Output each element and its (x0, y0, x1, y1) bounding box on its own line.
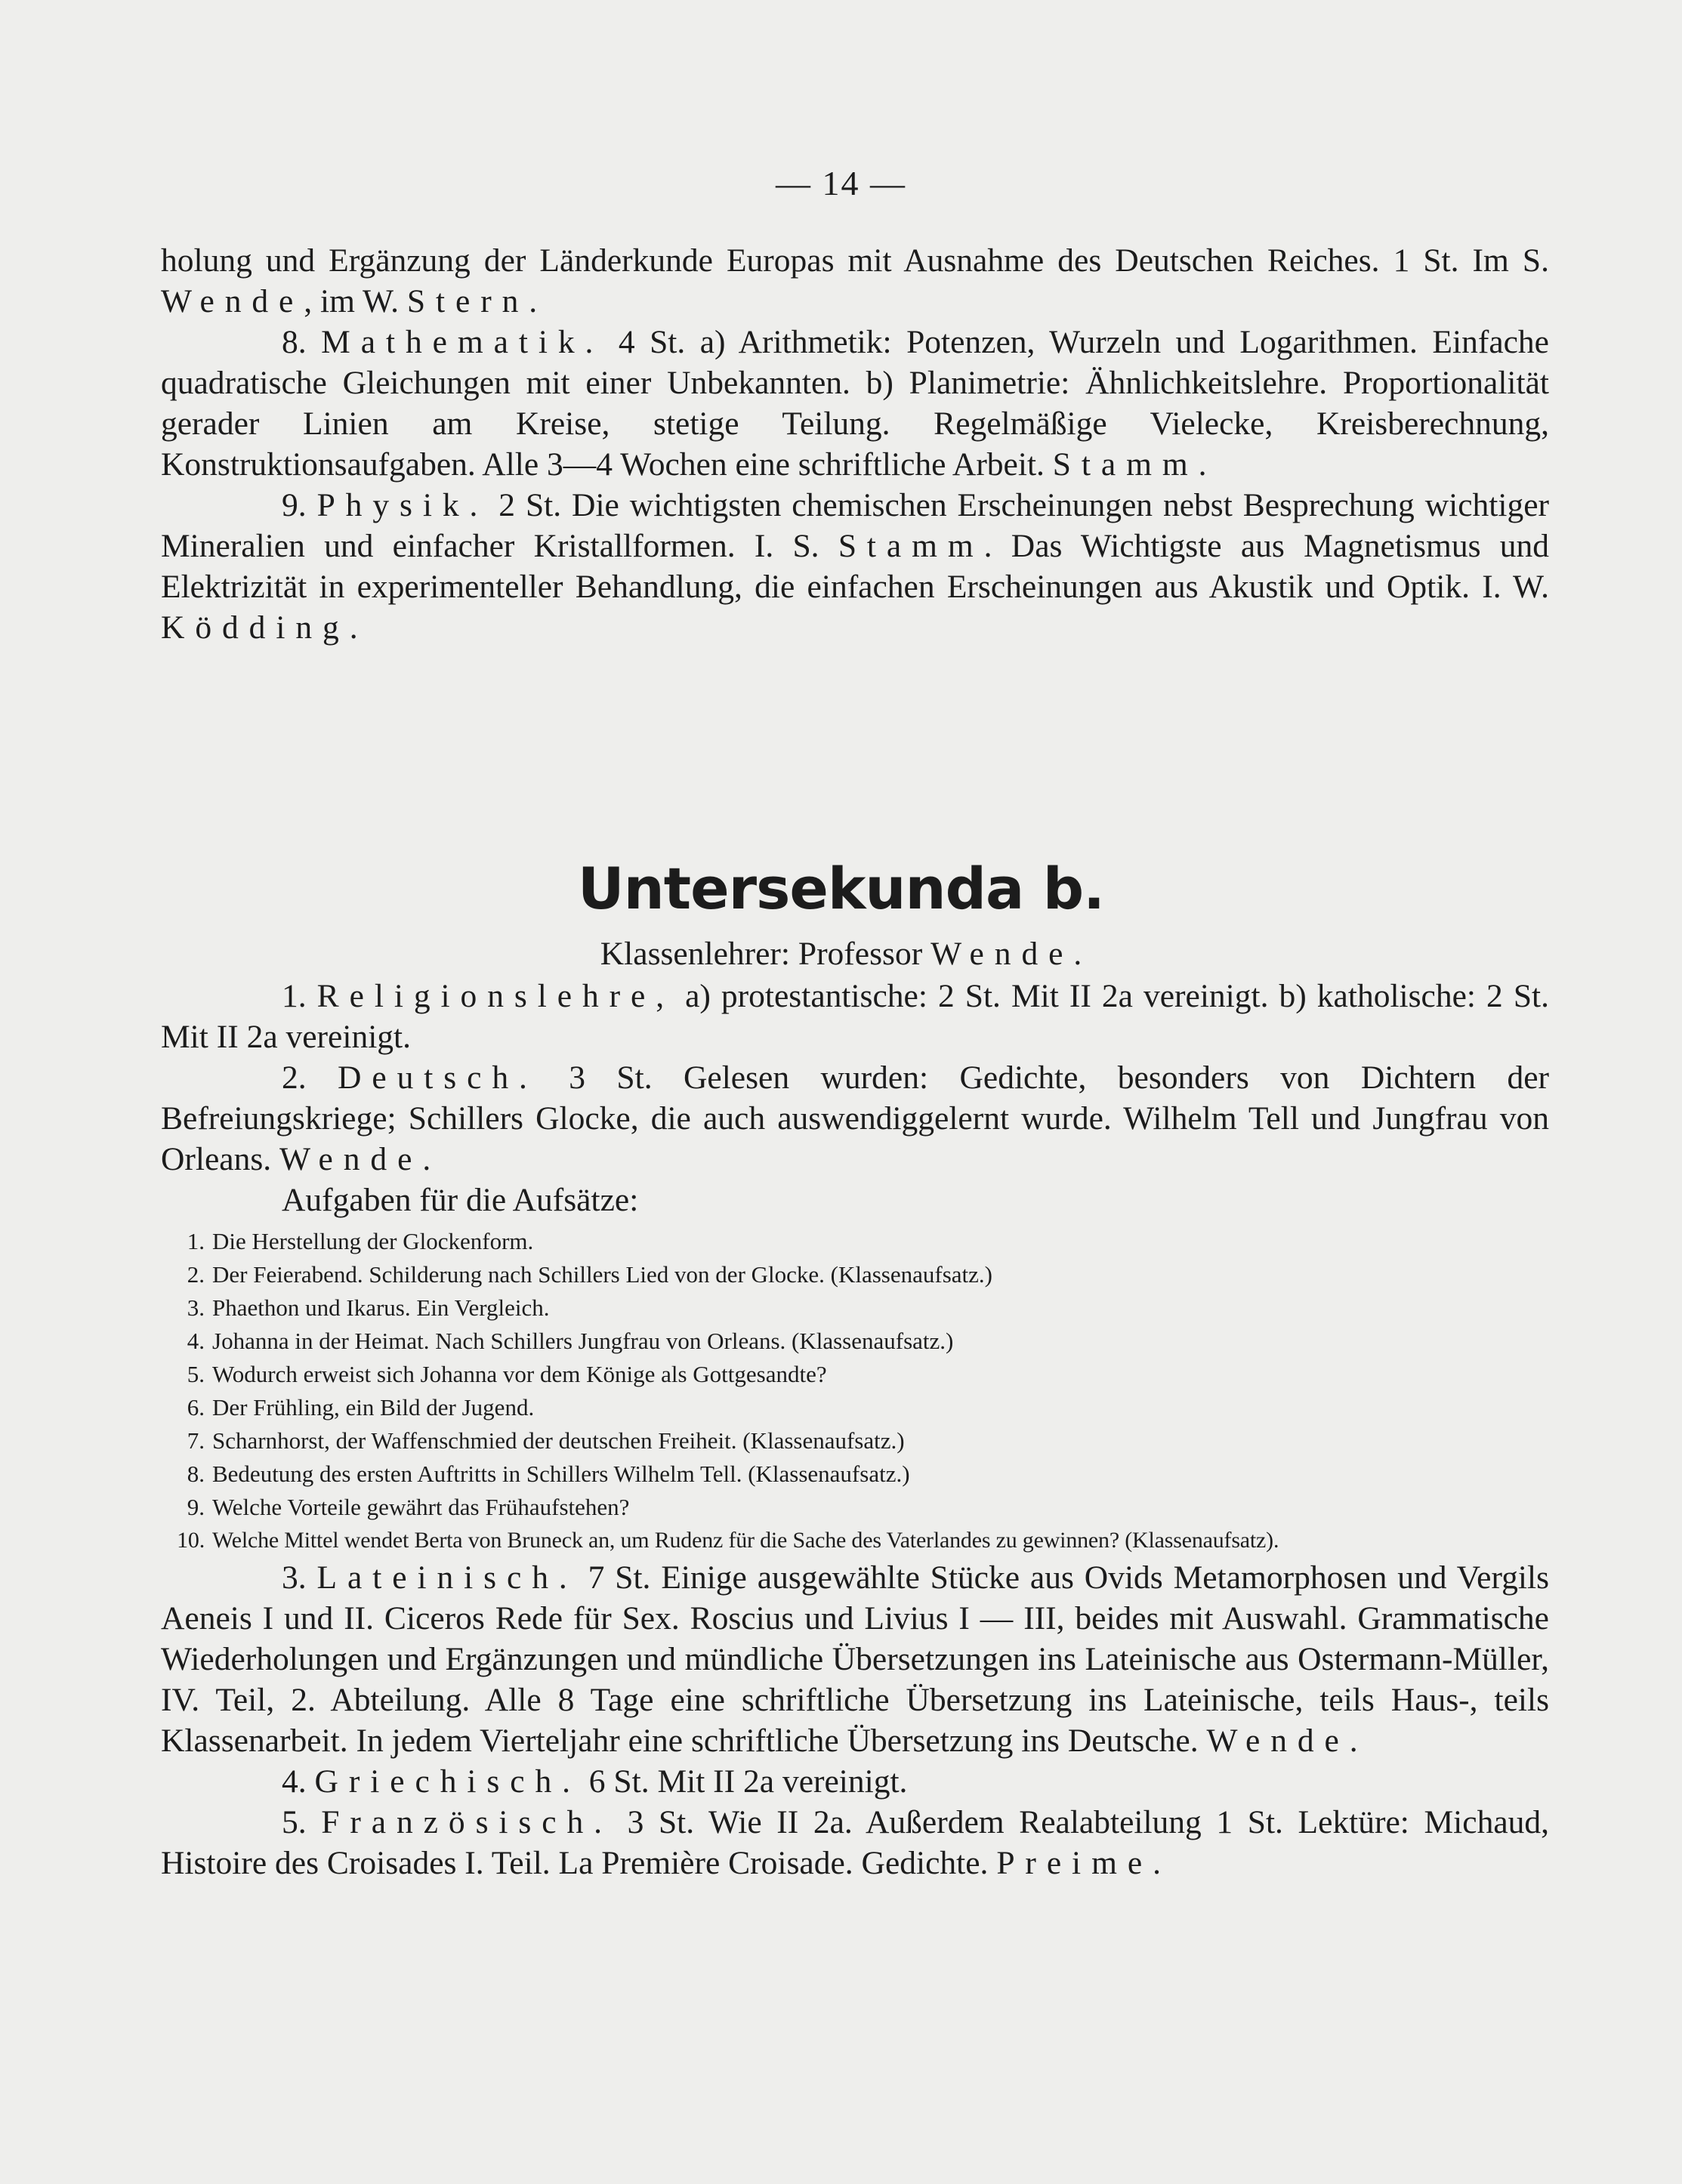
top-text-block (161, 240, 1549, 648)
subject-name: Physik. (316, 487, 489, 523)
list-item: 3. Phaethon und Ikarus. Ein Vergleich. (187, 1294, 550, 1321)
teacher-name: Wende (931, 936, 1074, 972)
subject-name: Religionslehre, (316, 978, 675, 1014)
paragraph-geography: holung und Ergänzung der Länderkunde Europas mit Ausnahme des Deutschen Reiches. 1 St. Im S. Wende, im W. Stern. (161, 242, 1549, 319)
subject-name: Französisch. (321, 1804, 613, 1840)
list-item: 2. Der Feierabend. Schilderung nach Schillers Lied von der Glocke. (Klassenaufsatz.) (187, 1261, 992, 1288)
teacher-name: Wende (279, 1141, 423, 1177)
subject-name: Mathematik. (321, 324, 604, 360)
list-item: 6. Der Frühling, ein Bild der Jugend. (187, 1394, 535, 1421)
paragraph-griechisch: 4. Griechisch. 6 St. Mit II 2a vereinigt. (282, 1763, 908, 1800)
subject-name: Deutsch. (338, 1060, 538, 1096)
paragraph-deutsch: 2. Deutsch. 3 St. Gelesen wurden: Gedichte, besonders von Dichtern der Befreiungskriege; Schillers Glocke, die auch auswendiggelernt wurde. Wilhelm Tell und Jungfrau von Orleans. Wende. (161, 1060, 1549, 1177)
paragraph-religion: 1. Religionslehre, a) protestantische: 2 St. Mit II 2a vereinigt. b) katholische: 2 St. Mit II 2a vereinigt. (161, 978, 1549, 1055)
paragraph-latein: 3. Lateinisch. 7 St. Einige ausgewählte Stücke aus Ovids Metamorphosen und Vergils Aeneis I und II. Ciceros Rede für Sex. Roscius und Livius I — III, beides mit Auswahl. Grammatische Wiederholungen und Ergänzungen und mündliche Übersetzungen ins Lateinische aus Ostermann-Müller, IV. Teil, 2. Abteilung. Alle 8 Tage eine schriftliche Übersetzung ins Lateinische, teils Haus-, teils Klassenarbeit. In jedem Vierteljahr eine schriftliche Übersetzung ins Deutsche. Wende. (161, 1559, 1550, 1759)
teacher-name: Stamm (1052, 446, 1199, 483)
teacher-name: Stern (406, 283, 529, 319)
list-item: 9. Welche Vorteile gewährt das Frühaufstehen? (187, 1494, 630, 1520)
teacher-name: Ködding (161, 609, 350, 646)
teacher-name: Preime (996, 1845, 1153, 1881)
klassenlehrer-line: Klassenlehrer: Professor Wende. (600, 936, 1082, 972)
section-heading: Untersekunda b. (577, 855, 1105, 922)
subject-name: Lateinisch. (316, 1559, 578, 1596)
page-number: — 14 — (776, 164, 906, 202)
aufgaben-heading: Aufgaben für die Aufsätze: (282, 1182, 639, 1218)
list-item: 1. Die Herstellung der Glockenform. (187, 1228, 534, 1254)
subject-name: Griechisch. (314, 1763, 581, 1800)
teacher-name: Stamm (838, 528, 984, 564)
paragraph-physik: 9. Physik. 2 St. Die wichtigsten chemischen Erscheinungen nebst Besprechung wichtiger Mineralien und einfacher Kristallformen. I. S. Stamm. Das Wichtigste aus Magnetismus und Elektrizität in experimenteller Behandlung, die einfachen Erscheinungen aus Akustik und Optik. I. W. Ködding. (161, 487, 1550, 646)
list-item: 4. Johanna in der Heimat. Nach Schillers Jungfrau von Orleans. (Klassenaufsatz.) (187, 1328, 954, 1354)
list-item: 10. Welche Mittel wendet Berta von Bruneck an, um Rudenz für die Sache des Vaterlandes zu gewinnen? (Klassenaufsatz). (177, 1528, 1279, 1553)
list-item: 8. Bedeutung des ersten Auftritts in Schillers Wilhelm Tell. (Klassenaufsatz.) (187, 1461, 910, 1487)
paragraph-franzoesisch: 5. Französisch. 3 St. Wie II 2a. Außerdem Realabteilung 1 St. Lektüre: Michaud, Histoire des Croisades I. Teil. La Première Croisade. Gedichte. Preime. (161, 1804, 1550, 1881)
paragraph-mathematik: 8. Mathematik. 4 St. a) Arithmetik: Potenzen, Wurzeln und Logarithmen. Einfache quadratische Gleichungen mit einer Unbekannten. b) Planimetrie: Ähnlichkeitslehre. Proportionalität gerader Linien am Kreise, stetige Teilung. Regelmäßige Vielecke, Kreisberechnung, Konstruktionsaufgaben. Alle 3—4 Wochen eine schriftliche Arbeit. Stamm. (161, 324, 1549, 483)
list-item: 7. Scharnhorst, der Waffenschmied der deutschen Freiheit. (Klassenaufsatz.) (187, 1427, 905, 1454)
aufgaben-list (161, 1225, 1549, 1557)
teacher-name: Wende (161, 283, 304, 319)
list-item: 5. Wodurch erweist sich Johanna vor dem Könige als Gottgesandte? (187, 1361, 827, 1387)
subjects-block (161, 976, 1549, 1883)
teacher-name: Wende (1206, 1723, 1350, 1759)
